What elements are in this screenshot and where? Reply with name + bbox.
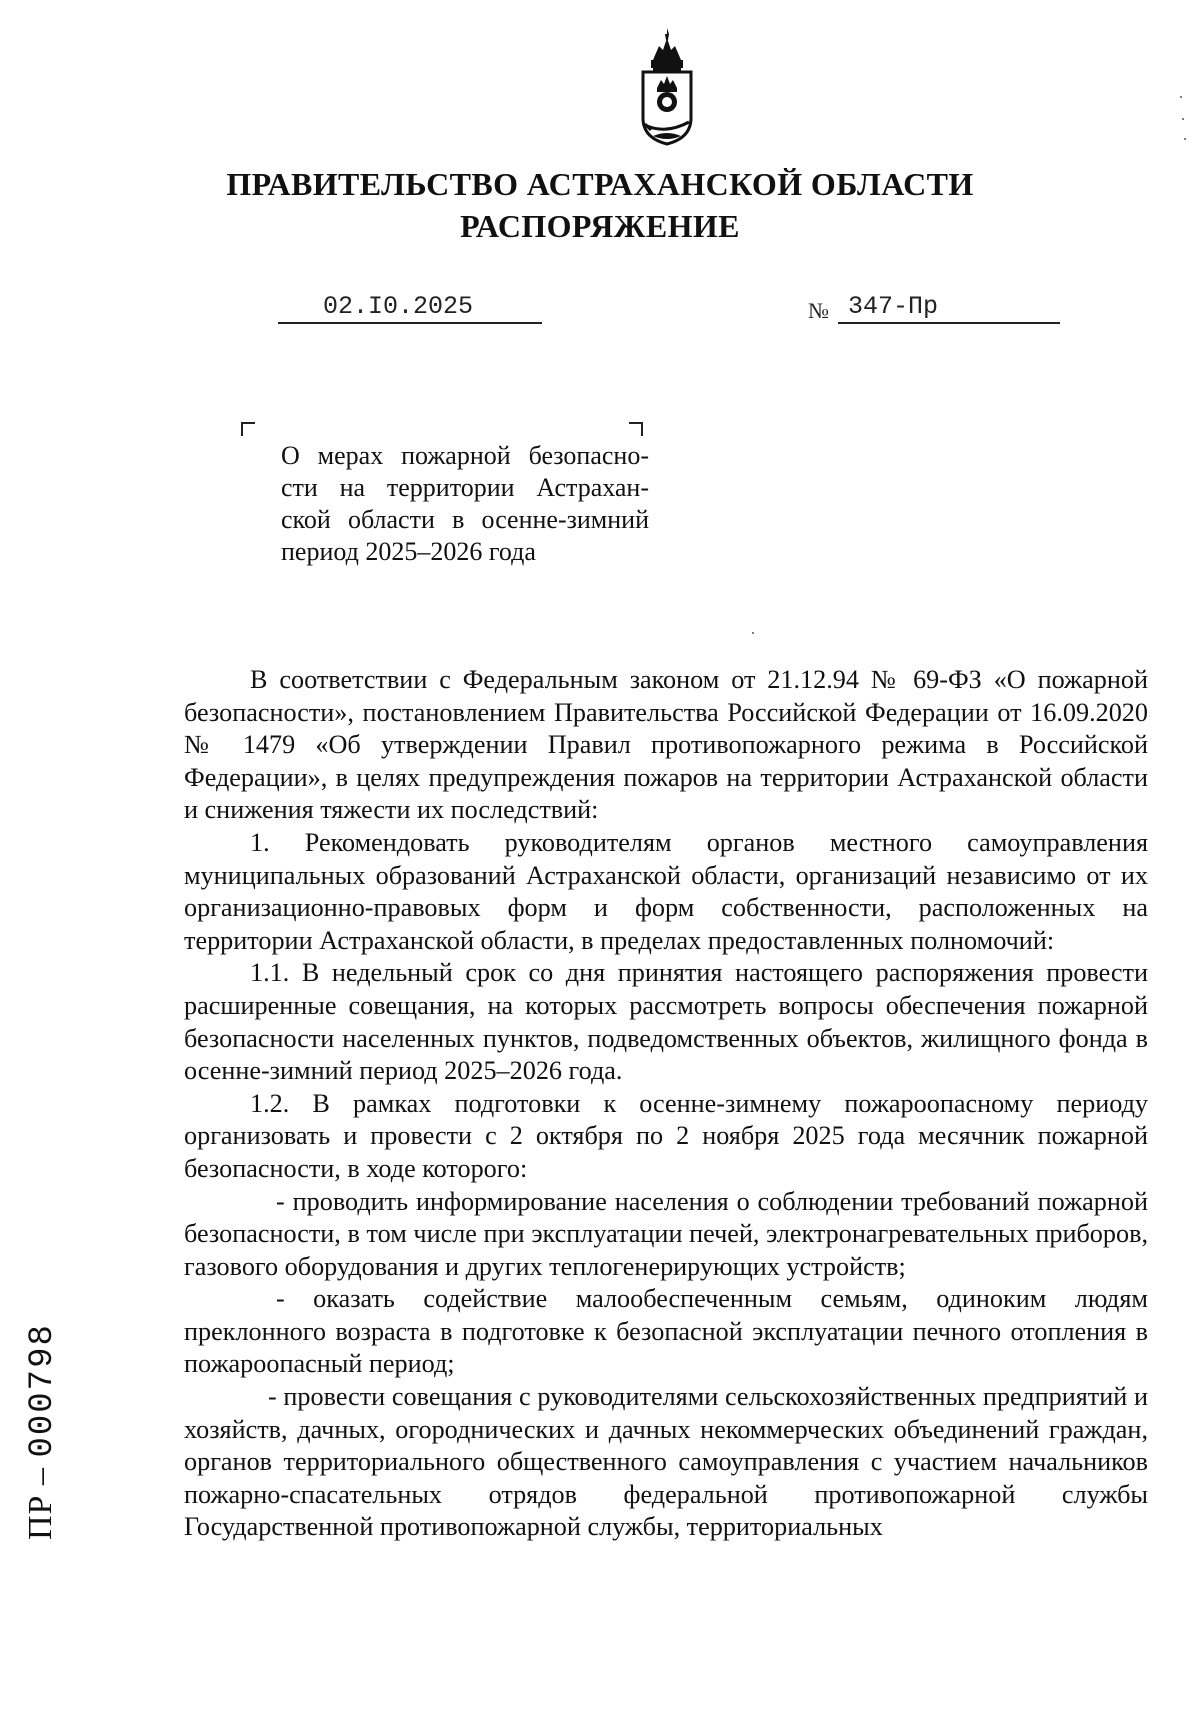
- document-number-field: [838, 290, 1060, 324]
- scan-speck: [1182, 118, 1184, 120]
- subject-bracket-left: [241, 422, 255, 436]
- subject-line: ской области в осенне-зимний: [281, 505, 649, 534]
- list-item-paragraph: - оказать содействие малообеспеченным семьям, одиноким людям преклонного возраста в подготовке к безопасной эксплуатации печного отопления в пожароопасный период;: [184, 1284, 1148, 1379]
- stamp-code: 000798: [24, 1323, 62, 1458]
- subject-bracket-right: [629, 422, 643, 436]
- scan-speck: [752, 632, 754, 634]
- document-date: 02.I0.2025: [323, 292, 474, 321]
- document-body: [184, 664, 1148, 1544]
- clause-1-2-paragraph: 1.2. В рамках подготовки к осенне-зимнему пожароопасному периоду организовать и провести с 2 октября по 2 ноября 2025 года месячник пожарной безопасности, в ходе которого:: [184, 1088, 1148, 1183]
- document-date-field: [278, 290, 542, 324]
- clause-1-1-paragraph: 1.1. В недельный срок со дня принятия настоящего распоряжения провести расширенные совещания, на которых рассмотреть вопросы обеспечения пожарной безопасности населенных пунктов, подведомственных объектов, жилищного фонда в осенне-зимний период 2025–2026 года.: [184, 958, 1148, 1086]
- preamble-paragraph: В соответствии с Федеральным законом от 21.12.94 № 69-ФЗ «О пожарной безопасности», постановлением Правительства Российской Федерации от 16.09.2020 № 1479 «Об утверждении Правил противопожарного режима в Российской Федерации», в целях предупреждения пожаров на территории Астраханской области и снижения тяжести их последствий:: [184, 665, 1148, 825]
- registration-stamp: [22, 1240, 72, 1540]
- astrakhan-coat-of-arms-icon: [631, 26, 703, 158]
- subject-line: сти на территории Астрахан-: [281, 473, 649, 502]
- document-subject: [281, 440, 649, 568]
- number-sign: №: [808, 298, 829, 323]
- document-number: 347-Пр: [848, 292, 939, 321]
- organization-title: ПРАВИТЕЛЬСТВО АСТРАХАНСКОЙ ОБЛАСТИ: [226, 166, 974, 202]
- subject-line: период 2025–2026 года: [281, 537, 536, 566]
- scan-speck: [1180, 96, 1182, 98]
- list-item-paragraph: - провести совещания с руководителями сельскохозяйственных предприятий и хозяйств, дачных, огороднических и дачных некоммерческих объединений граждан, органов территориального общественного самоуправления с участием начальников пожарно-спасательных отрядов федеральной противопожарной службы Государственной противопожарной службы, территориальных: [184, 1382, 1148, 1542]
- scan-speck: [1184, 138, 1186, 140]
- clause-1-paragraph: 1. Рекомендовать руководителям органов местного самоуправления муниципальных образований Астраханской области, организаций независимо от их организационно-правовых форм и форм собственности, расположенных на территории Астраханской области, в пределах предоставленных полномочий:: [184, 827, 1148, 955]
- list-item-paragraph: - проводить информирование населения о соблюдении требований пожарной безопасности, в том числе при эксплуатации печей, электронагревательных приборов, газового оборудования и других теплогенерирующих устройств;: [184, 1186, 1148, 1281]
- subject-line: О мерах пожарной безопасно-: [281, 441, 649, 470]
- document-type-title: РАСПОРЯЖЕНИЕ: [460, 208, 740, 244]
- stamp-prefix: ПР –: [22, 1467, 59, 1540]
